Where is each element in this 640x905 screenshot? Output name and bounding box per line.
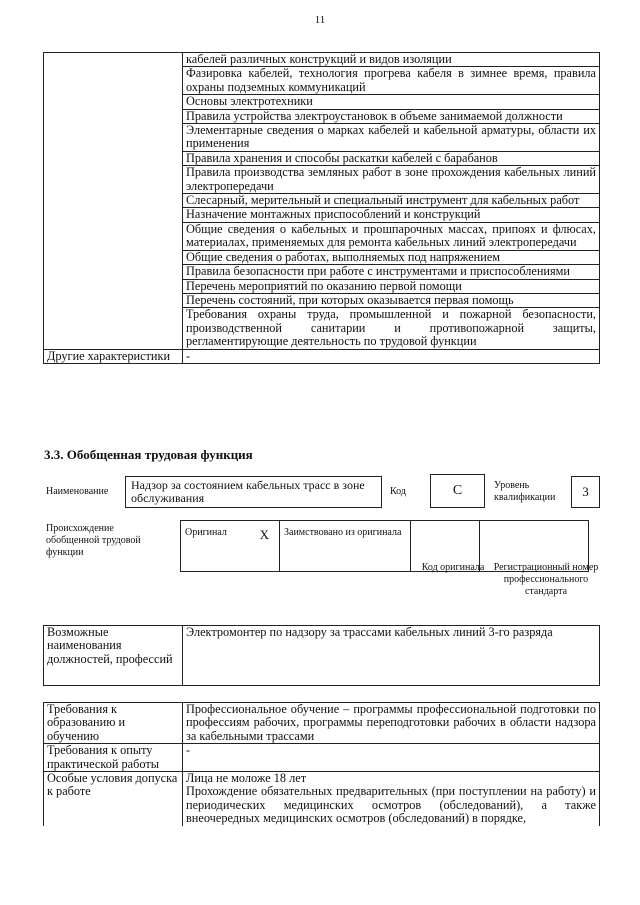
- knowledge-item: Слесарный, мерительный и специальный инструмент для кабельных работ: [183, 194, 600, 208]
- requirement-value: -: [183, 744, 600, 772]
- requirement-label: Требования к опыту практической работы: [44, 744, 183, 772]
- knowledge-item: Перечень мероприятий по оказанию первой помощи: [183, 279, 600, 293]
- knowledge-item: Правила устройства электроустановок в объеме занимаемой должности: [183, 109, 600, 123]
- knowledge-item: Правила хранения и способы раскатки кабелей с барабанов: [183, 151, 600, 165]
- code-value: C: [452, 483, 463, 498]
- requirement-value: Профессиональное обучение – программы профессиональной подготовки по профессиям рабочих, программы переподготовки рабочих в области надзора за кабельными трассами: [183, 703, 600, 744]
- knowledge-item: Правила производства земляных работ в зоне прохождения кабельных линий электропередачи: [183, 166, 600, 194]
- borrowed-label: Заимствовано из оригинала: [280, 521, 411, 572]
- section-heading: 3.3. Обобщенная трудовая функция: [44, 447, 253, 462]
- reg-number-caption: Регистрационный номер профессионального стандарта: [493, 562, 599, 597]
- knowledge-item: Правила безопасности при работе с инструментами и приспособлениями: [183, 265, 600, 279]
- positions-table: [43, 625, 600, 686]
- origin-label: Происхождение обобщенной трудовой функции: [46, 523, 141, 558]
- knowledge-label-cell: [44, 53, 183, 350]
- knowledge-item: Элементарные сведения о марках кабелей и кабельной арматуры, области их применения: [183, 124, 600, 152]
- requirement-value: Лица не моложе 18 лет: [183, 772, 600, 786]
- knowledge-item: Общие сведения о работах, выполняемых под напряжением: [183, 250, 600, 264]
- knowledge-item: Требования охраны труда, промышленной и пожарной безопасности, производственной санитарии и противопожарной защиты, регламентирующие деятельность по трудовой функции: [183, 308, 600, 349]
- code-original-caption: Код оригинала: [421, 562, 485, 573]
- knowledge-item: Фазировка кабелей, технология прогрева кабеля в зимнее время, правила охраны подземных коммуникаций: [183, 67, 600, 95]
- name-value-box: [125, 476, 382, 508]
- other-characteristics-label: Другие характеристики: [44, 349, 183, 363]
- knowledge-item: Назначение монтажных приспособлений и конструкций: [183, 208, 600, 222]
- requirement-label: Требования к образованию и обучению: [44, 703, 183, 744]
- page-number: 11: [314, 14, 326, 26]
- name-label: Наименование: [46, 486, 109, 497]
- positions-label: Возможные наименования должностей, профессий: [44, 626, 183, 686]
- knowledge-table-continued: [43, 52, 600, 364]
- knowledge-item: Общие сведения о кабельных и прошпарочных массах, припоях и флюсах, материалах, применяемых для ремонта кабельных линий электропередачи: [183, 222, 600, 250]
- positions-value: Электромонтер по надзору за трассами кабельных линий 3-го разряда: [183, 626, 600, 686]
- level-value: 3: [582, 484, 589, 499]
- level-value-box: [571, 476, 600, 508]
- requirement-label: Особые условия допуска к работе: [44, 772, 183, 826]
- knowledge-item: Перечень состояний, при которых оказывается первая помощь: [183, 293, 600, 307]
- other-characteristics-value: -: [183, 349, 600, 363]
- knowledge-item: кабелей различных конструкций и видов изоляции: [183, 53, 600, 67]
- knowledge-item: Основы электротехники: [183, 95, 600, 109]
- original-label: Оригинал: [185, 527, 227, 538]
- requirements-table: [43, 702, 600, 826]
- special-conditions-extra: Прохождение обязательных предварительных (при поступлении на работу) и периодических медицинских осмотров (обследований), а также внеочередных медицинских осмотров (обследований) в порядке,: [183, 785, 600, 825]
- original-mark: X: [259, 527, 269, 542]
- code-label: Код: [390, 486, 406, 497]
- code-value-box: [430, 474, 485, 508]
- name-value: Надзор за состоянием кабельных трасс в зоне обслуживания: [131, 478, 365, 505]
- level-label: Уровень квалификации: [494, 480, 556, 503]
